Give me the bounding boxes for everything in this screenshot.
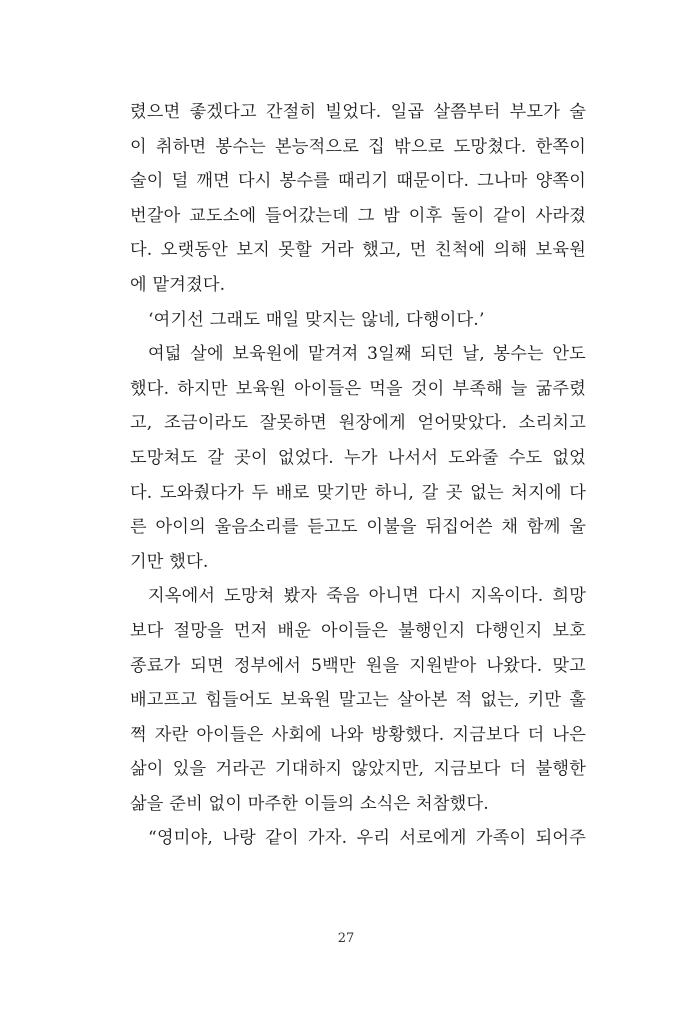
text-line: 보다 절망을 먼저 배운 아이들은 불행인지 다행인지 보호	[130, 620, 586, 641]
text-line: 삶이 있을 거라곤 기대하지 않았지만, 지금보다 더 불행한	[130, 759, 586, 780]
text-line: 했다. 하지만 보육원 아이들은 먹을 것이 부족해 늘 굶주렸	[130, 378, 586, 399]
text-line: 삶을 준비 없이 마주한 이들의 소식은 처참했다.	[130, 793, 489, 814]
text-line: 렸으면 좋겠다고 간절히 빌었다. 일곱 살쯤부터 부모가 술	[130, 102, 586, 122]
text-line: 술이 덜 깨면 다시 봉수를 때리기 때문이다. 그나마 양쪽이	[130, 171, 586, 192]
text-line: 쩍 자란 아이들은 사회에 나와 방황했다. 지금보다 더 나은	[130, 724, 586, 745]
text-line: 도망쳐도 갈 곳이 없었다. 누가 나서서 도와줄 수도 없었	[130, 447, 586, 468]
text-line: “영미야, 나랑 같이 가자. 우리 서로에게 가족이 되어주	[148, 828, 586, 849]
text-line: ‘여기선 그래도 매일 맞지는 않네, 다행이다.’	[148, 309, 485, 330]
text-line: 번갈아 교도소에 들어갔는데 그 밤 이후 둘이 같이 사라졌	[130, 205, 586, 226]
text-line: 지옥에서 도망쳐 봤자 죽음 아니면 다시 지옥이다. 희망	[148, 586, 586, 607]
text-line: 배고프고 힘들어도 보육원 말고는 살아본 적 없는, 키만 훌	[130, 690, 586, 711]
text-line: 기만 했다.	[130, 551, 209, 572]
text-line: 다. 오랫동안 보지 못할 거라 했고, 먼 친척에 의해 보육원	[130, 240, 586, 261]
text-line: 종료가 되면 정부에서 5백만 원을 지원받아 나왔다. 맞고	[130, 655, 586, 676]
text-line: 이 취하면 봉수는 본능적으로 집 밖으로 도망쳤다. 한쪽이	[130, 136, 586, 157]
text-line: 른 아이의 울음소리를 듣고도 이불을 뒤집어쓴 채 함께 울	[130, 517, 586, 538]
text-line: 다. 도와줬다가 두 배로 맞기만 하니, 갈 곳 없는 처지에 다	[130, 482, 586, 503]
text-line: 여덟 살에 보육원에 맡겨져 3일째 되던 날, 봉수는 안도	[148, 344, 586, 365]
page-number: 27	[337, 931, 355, 946]
text-line: 에 맡겨졌다.	[130, 274, 226, 295]
text-line: 고, 조금이라도 잘못하면 원장에게 얻어맞았다. 소리치고	[130, 413, 586, 434]
body-text	[130, 95, 586, 856]
